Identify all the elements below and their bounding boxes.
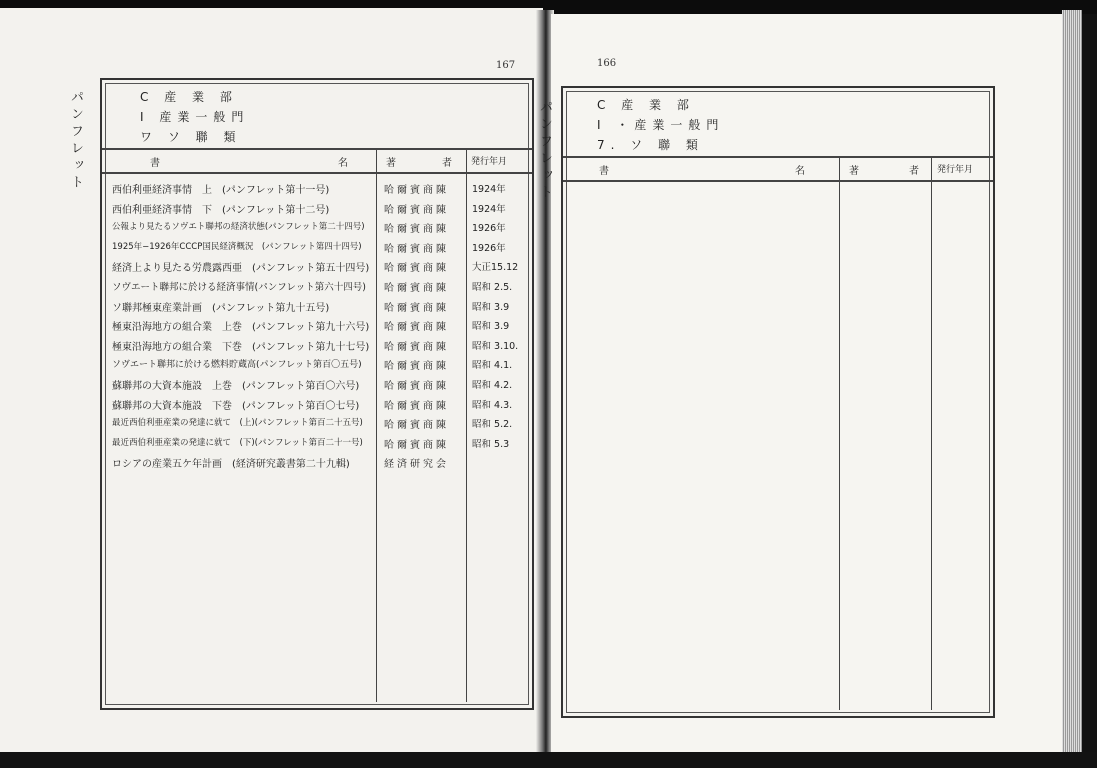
catalog-title: ロシアの産業五ケ年計画 (経済研究叢書第二十九輯)	[112, 459, 350, 471]
catalog-row	[102, 178, 532, 198]
column-title-head-2: 名	[795, 166, 805, 177]
catalog-author: 哈爾賓商陳	[384, 283, 449, 294]
catalog-date: 昭和 5.2.	[472, 419, 513, 431]
catalog-author: 哈爾賓商陳	[384, 263, 449, 275]
category-section: C 産 業 部	[597, 98, 695, 112]
catalog-author: 哈爾賓商陳	[384, 420, 449, 432]
column-author-head-2: 者	[909, 166, 919, 177]
catalog-author: 哈爾賓商陳	[384, 341, 449, 353]
catalog-frame	[100, 78, 534, 710]
catalog-title: 1925年−1926年CCCP国民経済概況 (パンフレット第四十四号)	[112, 241, 362, 252]
page-stack-edge	[1062, 10, 1082, 755]
column-header-row	[563, 158, 993, 182]
catalog-title: 最近西伯利亜産業の発達に就て (上)(パンフレット第百二十五号)	[112, 418, 363, 429]
category-class: 7. ソ 聯 類	[597, 138, 704, 152]
catalog-title: 蘇聯邦の大資本施設 下巻 (パンフレット第百〇七号)	[112, 400, 360, 412]
catalog-row	[102, 198, 532, 218]
catalog-author: 哈爾賓商陳	[384, 439, 449, 451]
column-title-head-2: 名	[338, 158, 348, 169]
page-number: 166	[597, 58, 617, 69]
catalog-author: 哈爾賓商陳	[384, 302, 449, 314]
column-author-head: 著	[386, 158, 396, 169]
catalog-title: 公報より見たるソヴエト聯邦の経済状態(パンフレット第二十四号)	[112, 222, 365, 233]
catalog-row	[102, 256, 532, 276]
catalog-date: 昭和 4.3.	[472, 399, 513, 411]
category-division: I ・産業一般門	[597, 118, 725, 132]
category-division: I 産業一般門	[140, 110, 250, 124]
left-page	[0, 8, 543, 760]
catalog-date: 大正15.12	[472, 262, 519, 274]
catalog-date: 昭和 5.3	[472, 438, 510, 450]
catalog-title: 蘇聯邦の大資本施設 上巻 (パンフレット第百〇六号)	[112, 381, 360, 392]
catalog-row	[102, 354, 532, 374]
page-number: 167	[496, 60, 516, 71]
catalog-date: 昭和 3.10.	[472, 340, 519, 352]
catalog-author: 哈爾賓商陳	[384, 322, 449, 334]
side-label: パンフレット	[537, 100, 552, 202]
right-page	[537, 14, 1066, 752]
catalog-author: 哈爾賓商陳	[384, 224, 449, 236]
column-header-row	[102, 150, 532, 174]
catalog-row	[102, 296, 532, 316]
catalog-title: 極東沿海地方の組合業 下巻 (パンフレット第九十七号)	[112, 341, 370, 353]
category-section: C 産 業 部	[140, 90, 238, 104]
catalog-date: 1926年	[472, 242, 506, 254]
category-header	[102, 80, 532, 150]
catalog-date: 1924年	[472, 203, 506, 215]
catalog-title: 西伯利亜経済事情 上 (パンフレット第十一号)	[112, 185, 330, 196]
category-class: ワ ソ 聯 類	[140, 130, 242, 144]
catalog-title: ソヴエート聯邦に於ける経済事情(パンフレット第六十四号)	[112, 282, 366, 293]
column-author-head-2: 者	[442, 158, 452, 169]
column-title-head: 書	[150, 158, 160, 169]
catalog-row	[102, 374, 532, 394]
catalog-author: 哈爾賓商陳	[384, 361, 449, 373]
column-author-head: 著	[849, 166, 859, 177]
catalog-title: 経済上より見たる労農露西亜 (パンフレット第五十四号)	[112, 263, 370, 275]
category-header	[563, 88, 993, 158]
catalog-row	[102, 335, 532, 355]
catalog-date: 昭和 2.5.	[472, 282, 513, 293]
catalog-date: 昭和 3.9	[472, 301, 510, 313]
catalog-author: 哈爾賓商陳	[384, 204, 449, 216]
catalog-row	[102, 413, 532, 433]
catalog-author: 経済研究会	[384, 459, 449, 471]
catalog-title: ソ聯邦極東産業計画 (パンフレット第九十五号)	[112, 302, 330, 314]
column-divider	[839, 158, 840, 710]
catalog-date: 昭和 3.9	[472, 321, 510, 333]
catalog-row	[102, 452, 532, 472]
column-title-head: 書	[599, 166, 609, 177]
catalog-frame	[561, 86, 995, 718]
catalog-date: 昭和 4.1.	[472, 360, 513, 372]
catalog-date: 昭和 4.2.	[472, 380, 513, 391]
catalog-row	[102, 237, 532, 257]
catalog-row	[102, 433, 532, 453]
catalog-title: ソヴエート聯邦に於ける燃料貯蔵高(パンフレット第百〇五号)	[112, 360, 362, 371]
catalog-row	[102, 394, 532, 414]
catalog-title: 西伯利亜経済事情 下 (パンフレット第十二号)	[112, 204, 330, 216]
catalog-title: 最近西伯利亜産業の発達に就て (下)(パンフレット第百二十一号)	[112, 437, 363, 448]
catalog-author: 哈爾賓商陳	[384, 381, 449, 392]
column-date-head: 発行年月	[937, 165, 974, 175]
catalog-date: 1926年	[472, 223, 506, 235]
catalog-author: 哈爾賓商陳	[384, 400, 449, 412]
catalog-date: 1924年	[472, 184, 506, 195]
catalog-row	[102, 315, 532, 335]
side-label: パンフレット	[68, 90, 83, 192]
catalog-row	[102, 217, 532, 237]
catalog-title: 極東沿海地方の組合業 上巻 (パンフレット第九十六号)	[112, 322, 370, 334]
catalog-row	[102, 276, 532, 296]
catalog-author: 哈爾賓商陳	[384, 243, 449, 255]
column-divider	[931, 158, 932, 710]
column-date-head: 発行年月	[471, 157, 508, 167]
catalog-author: 哈爾賓商陳	[384, 185, 449, 196]
scan-border-bottom	[0, 752, 1097, 768]
